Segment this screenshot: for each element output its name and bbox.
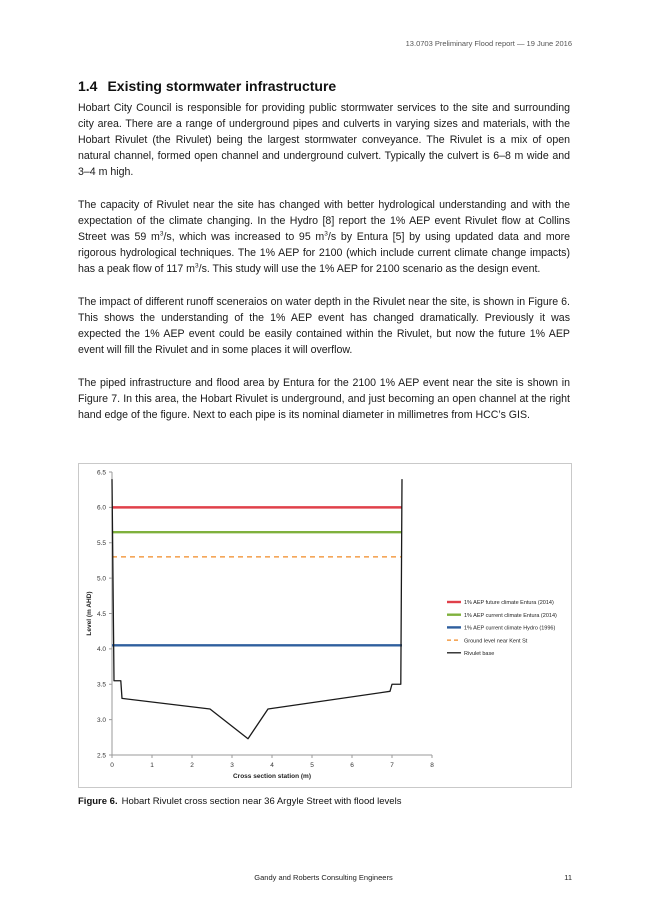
- superscript-3: 3: [159, 230, 164, 238]
- paragraph-2: [78, 197, 570, 277]
- x-tick-label: 2: [190, 762, 194, 769]
- paragraph-2-part-b: /s, which was increased to 95 m: [163, 231, 325, 243]
- y-tick-label: 2.5: [96, 752, 106, 760]
- y-tick-label: 4.0: [96, 646, 106, 654]
- y-tick-label: 5.0: [96, 575, 106, 583]
- figure-6-chart: [78, 463, 572, 788]
- x-tick-label: 7: [390, 762, 394, 769]
- paragraph-2-part-d: /s. This study will use the 1% AEP for 2100 scenario as the design event.: [198, 263, 541, 275]
- section-number: 1.4: [78, 78, 98, 94]
- x-tick-label: 5: [310, 762, 314, 769]
- section-title: [78, 78, 336, 94]
- x-tick-label: 8: [430, 762, 434, 769]
- legend-label: 1% AEP future climate Entura (2014): [464, 600, 554, 607]
- chart-canvas: [79, 464, 573, 789]
- body-text: [78, 100, 570, 440]
- paragraph-3: The impact of different runoff sceneraios on water depth in the Rivulet near the site, is shown in Figure 6. This shows the understanding of the 1% AEP event has changed dramatically. Previously it was expected the 1% AEP event could be easily contained within the Rivulet, but now the future 1% AEP event will fill the Rivulet and in some places it will overflow.: [78, 296, 570, 356]
- page-header: 13.0703 Preliminary Flood report — 19 June 2016: [405, 39, 572, 48]
- legend-label: Ground level near Kent St: [464, 638, 528, 645]
- legend-label: 1% AEP current climate Entura (2014): [464, 612, 557, 619]
- x-tick-label: 3: [230, 762, 234, 769]
- x-axis-title: Cross section station (m): [232, 773, 312, 780]
- legend-label: Rivulet base: [464, 651, 495, 657]
- figure-label: Figure 6.: [78, 796, 118, 807]
- x-tick-label: 4: [270, 762, 274, 769]
- page-number: 11: [564, 873, 572, 882]
- y-tick-label: 4.5: [96, 610, 106, 618]
- y-tick-label: 3.5: [96, 681, 106, 689]
- figure-caption-text: Hobart Rivulet cross section near 36 Argyle Street with flood levels: [121, 796, 402, 807]
- paragraph-1: Hobart City Council is responsible for providing public stormwater services to the site and surrounding city area. There are a range of underground pipes and culverts in varying sizes and materials, with the Hobart Rivulet (the Rivulet) being the largest stormwater conveyance. The Rivulet is a mix of open natural channel, formed open channel and underground culvert. Typically the culvert is 6–8 m wide and 3–4 m high.: [78, 102, 570, 178]
- footer-company: Gandy and Roberts Consulting Engineers: [254, 873, 393, 882]
- superscript-3: 3: [324, 230, 328, 238]
- superscript-3: 3: [195, 262, 199, 270]
- y-tick-label: 5.5: [96, 540, 106, 548]
- y-tick-label: 6.0: [96, 504, 106, 512]
- x-tick-label: 1: [150, 762, 154, 769]
- y-tick-label: 6.5: [96, 469, 106, 477]
- series-line-5: [112, 479, 402, 739]
- section-heading: Existing stormwater infrastructure: [107, 78, 337, 94]
- legend-label: 1% AEP current climate Hydro (1996): [464, 625, 556, 632]
- paragraph-2-part-c: /s by Entura [5] by using updated data and more rigorous hydrological techniques. The 1% AEP for 2100 (which include current climate change impacts) has a peak flow of 117 m: [78, 231, 570, 275]
- x-tick-label: 0: [110, 762, 114, 769]
- y-tick-label: 3.0: [96, 716, 106, 724]
- figure-caption: [78, 796, 401, 807]
- x-tick-label: 6: [350, 762, 354, 769]
- paragraph-2-part-a: The capacity of Rivulet near the site has changed with better hydrological understanding and with the expectation of the climate changing. In the Hydro [8] report the 1% AEP event Rivulet flow at Collins Street was 59 m: [78, 199, 570, 243]
- paragraph-4: The piped infrastructure and flood area by Entura for the 2100 1% AEP event near the site is shown in Figure 7. In this area, the Hobart Rivulet is underground, and just becoming an open channel at the right hand edge of the figure. Next to each pipe is its nominal diameter in millimetres from HCC’s GIS.: [78, 377, 570, 421]
- y-axis-title: Level (m AHD): [86, 591, 93, 636]
